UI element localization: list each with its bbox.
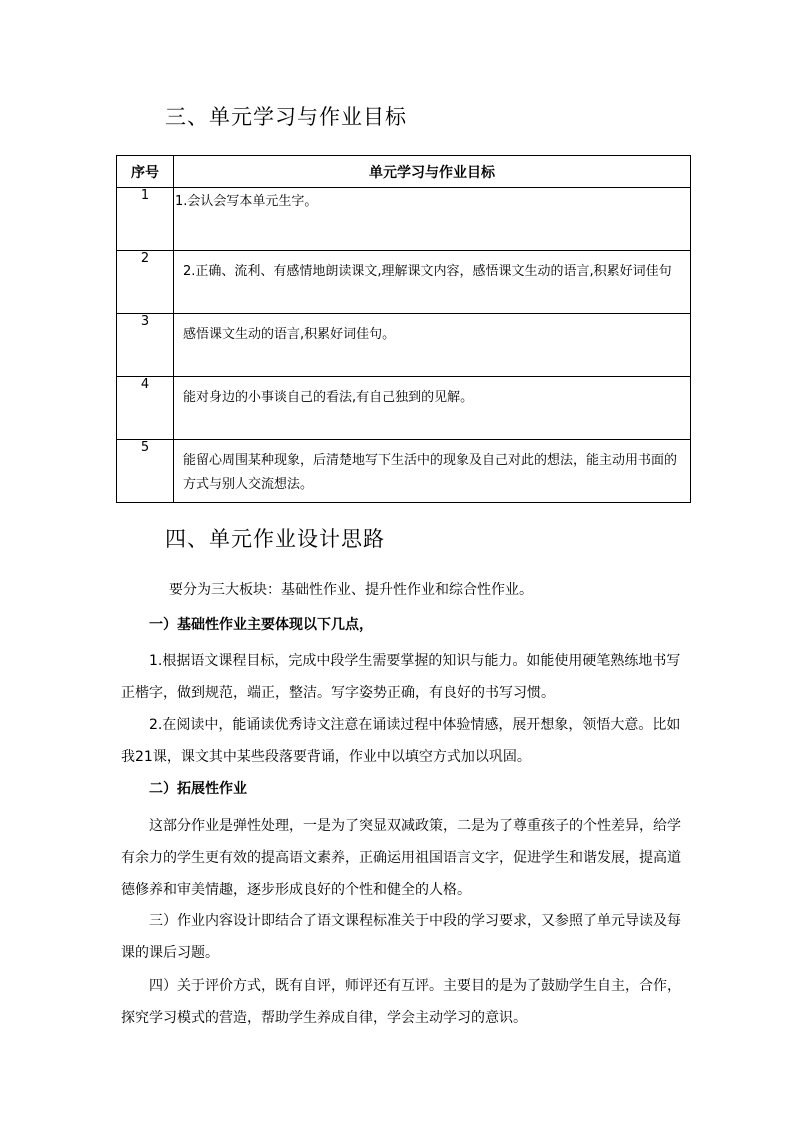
paragraph-extension: 这部分作业是弹性处理，一是为了突显双减政策，二是为了尊重孩子的个性差异，给学有余力的学生更有效的提高语文素养，正确运用祖国语言文字，促进学生和谐发展，提高道德修养和审美情趣，逐步形成良好的个性和健全的人格。: [121, 818, 681, 898]
header-goal: 单元学习与作业目标: [174, 156, 691, 188]
table-row: [117, 188, 691, 251]
row-goal: 感悟课文生动的语言,积累好词佳句。: [183, 327, 396, 342]
row-number: 1: [140, 188, 150, 203]
row-number: 2: [140, 251, 150, 266]
header-index: 序号: [117, 156, 174, 188]
row-goal: 2.正确、流利、有感情地朗读课文,理解课文内容，感悟课文生动的语言,积累好词佳句: [183, 264, 672, 279]
table-row: [117, 251, 691, 314]
table-row: [117, 314, 691, 377]
row-goal: 能留心周围某种现象，后清楚地写下生活中的现象及自己对此的想法，能主动用书面的方式与别人交流想法。: [183, 453, 678, 492]
table-row: [117, 377, 691, 440]
row-number: 3: [140, 314, 150, 329]
subheading-extension: 二）拓展性作业: [149, 781, 247, 797]
paragraph-basic-2: 2.在阅读中，能诵读优秀诗文注意在诵读过程中体验情感，展开想象，领悟大意。比如我21课，课文其中某些段落要背诵，作业中以填空方式加以巩固。: [121, 717, 681, 765]
section-4-title: 四、单元作业设计思路: [165, 527, 385, 551]
intro-paragraph: 要分为三大板块：基础性作业、提升性作业和综合性作业。: [169, 582, 533, 598]
paragraph-content-design: 三）作业内容设计即结合了语文课程标准关于中段的学习要求，又参照了单元导读及每课的课后习题。: [121, 913, 681, 961]
table-row: [117, 440, 691, 503]
row-number: 5: [140, 440, 150, 455]
row-number: 4: [140, 377, 150, 392]
section-3-title: 三、单元学习与作业目标: [165, 105, 407, 129]
paragraph-evaluation: 四）关于评价方式，既有自评，师评还有互评。主要目的是为了鼓励学生自主，合作，探究学习模式的营造，帮助学生养成自律，学会主动学习的意识。: [121, 978, 681, 1026]
table-header-row: [117, 156, 691, 188]
paragraph-basic-1: 1.根据语文课程目标，完成中段学生需要掌握的知识与能力。如能使用硬笔熟练地书写正楷字，做到规范，端正，整洁。写字姿势正确，有良好的书写习惯。: [121, 653, 681, 701]
row-goal: 1.会认会写本单元生字。: [175, 194, 318, 209]
goals-table: [116, 155, 691, 503]
subheading-basic: 一）基础性作业主要体现以下几点，: [149, 617, 373, 633]
row-goal: 能对身边的小事谈自己的看法,有自己独到的见解。: [183, 390, 474, 405]
